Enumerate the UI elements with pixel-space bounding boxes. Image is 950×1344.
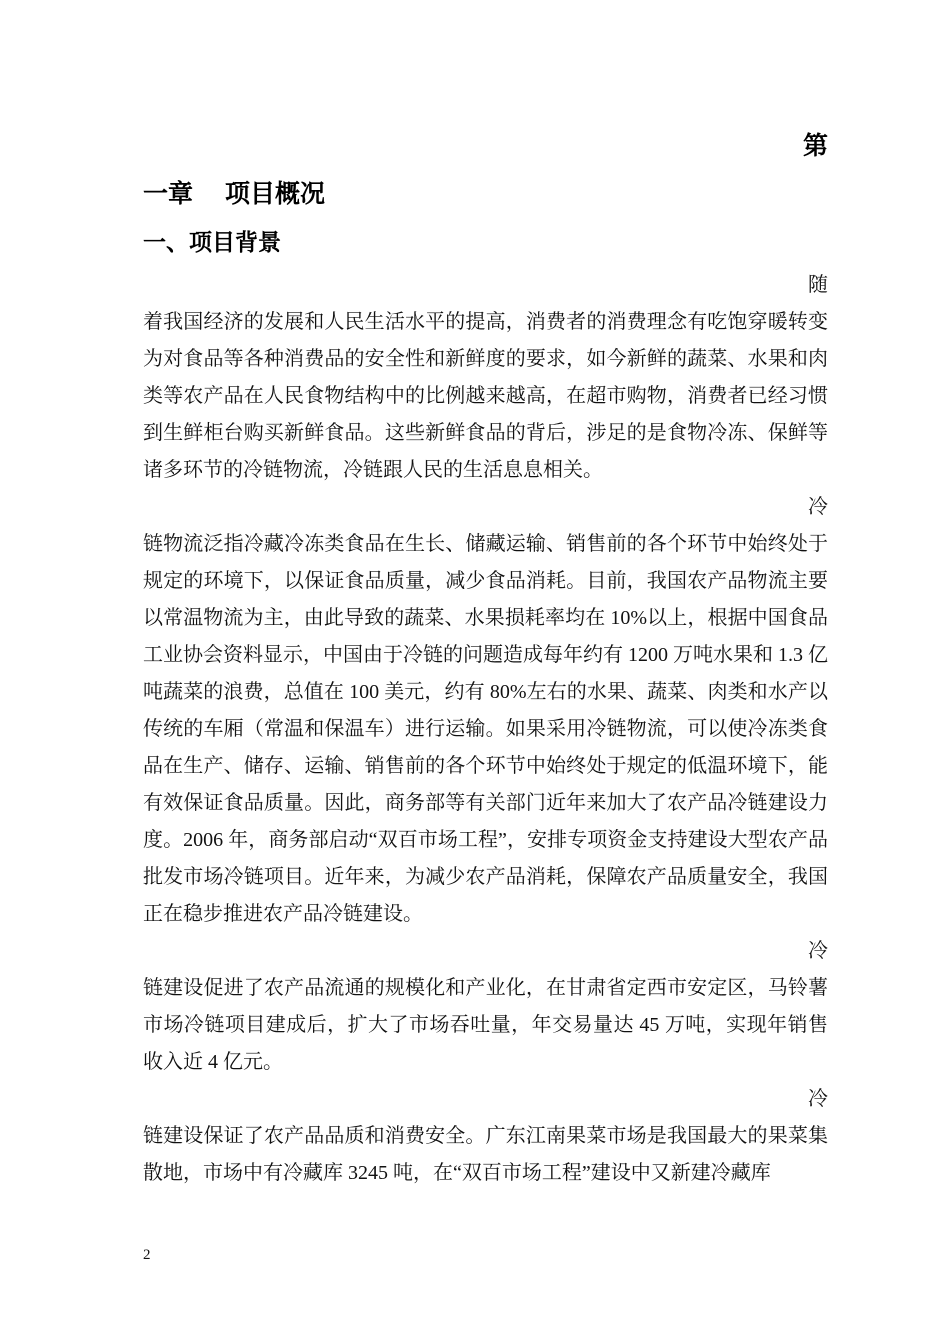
chapter-heading-title: 项目概况 (225, 180, 326, 208)
paragraph-lead-char: 冷 (808, 1088, 828, 1110)
paragraph-lead-char: 冷 (808, 496, 828, 518)
paragraph-body: 链建设促进了农产品流通的规模化和产业化，在甘肃省定西市安定区，马铃薯市场冷链项目建成后，扩大了市场吞吐量，年交易量达 45 万吨，实现年销售收入近 4 亿元。 (143, 977, 828, 1073)
paragraph-lead-char: 冷 (808, 940, 828, 962)
chapter-heading (143, 170, 828, 218)
paragraph-body: 链建设保证了农产品品质和消费安全。广东江南果菜市场是我国最大的果菜集散地，市场中有冷藏库 3245 吨，在“双百市场工程”建设中又新建冷藏库 (143, 1125, 828, 1184)
paragraph (143, 933, 828, 1081)
paragraph (143, 489, 828, 933)
page-number: 2 (143, 1247, 151, 1263)
chapter-heading-number: 一章 (143, 180, 194, 208)
paragraph (143, 267, 828, 489)
paragraph-lead-char: 随 (808, 274, 828, 296)
chapter-heading-lead: 第 (802, 132, 828, 160)
paragraph-body: 着我国经济的发展和人民生活水平的提高，消费者的消费理念有吃饱穿暖转变为对食品等各种消费品的安全性和新鲜度的要求，如今新鲜的蔬菜、水果和肉类等农产品在人民食物结构中的比例越来越高，在超市购物，消费者已经习惯到生鲜柜台购买新鲜食品。这些新鲜食品的背后，涉足的是食物冷冻、保鲜等诸多环节的冷链物流，冷链跟人民的生活息息相关。 (143, 311, 828, 481)
paragraph (143, 1081, 828, 1192)
document-content (143, 122, 828, 1192)
section-heading: 一、项目背景 (143, 229, 281, 255)
paragraph-body: 链物流泛指冷藏冷冻类食品在生长、储藏运输、销售前的各个环节中始终处于规定的环境下，以保证食品质量，减少食品消耗。目前，我国农产品物流主要以常温物流为主，由此导致的蔬菜、水果损耗率均在 10%以上，根据中国食品工业协会资料显示，中国由于冷链的问题造成每年约有 1200 万吨水果和 1.3 亿吨蔬菜的浪费，总值在 100 美元，约有 80%左右的水果、蔬菜、肉类和水产以传统的车厢（常温和保温车）进行运输。如果采用冷链物流，可以使冷冻类食品在生产、储存、运输、销售前的各个环节中始终处于规定的低温环境下，能有效保证食品质量。因此，商务部等有关部门近年来加大了农产品冷链建设力度。2006 年，商务部启动“双百市场工程”，安排专项资金支持建设大型农产品批发市场冷链项目。近年来，为减少农产品消耗，保障农产品质量安全，我国正在稳步推进农产品冷链建设。 (143, 533, 828, 925)
